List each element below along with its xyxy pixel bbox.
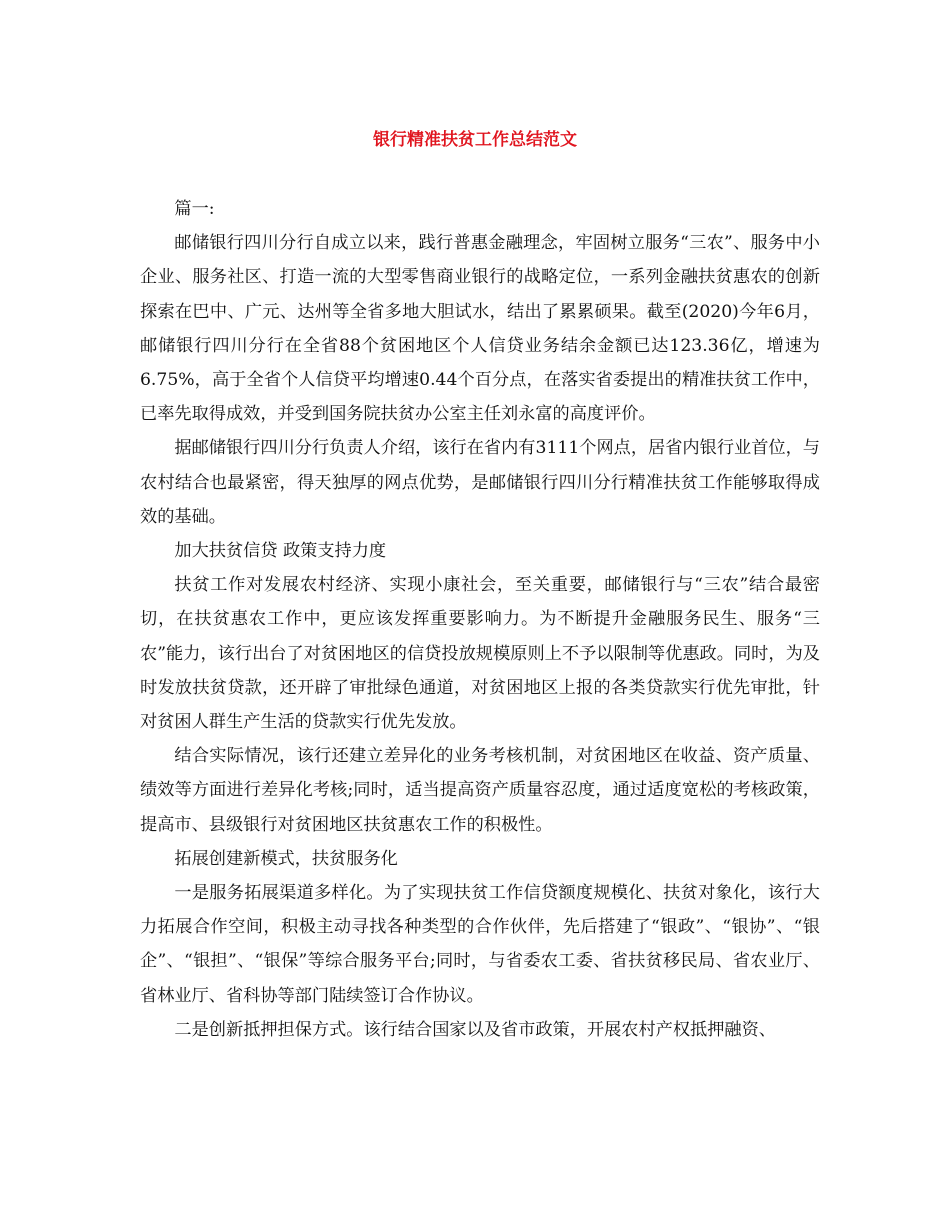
document-body (140, 192, 820, 1047)
document-title: 银行精准扶贫工作总结范文 (373, 130, 577, 150)
paragraph: 结合实际情况，该行还建立差异化的业务考核机制，对贫困地区在收益、资产质量、绩效等方面进行差异化考核;同时，适当提高资产质量容忍度，通过适度宽松的考核政策，提高市、县级银行对贫困地区扶贫惠农工作的积极性。 (140, 746, 820, 835)
paragraph: 篇一: (174, 199, 215, 219)
paragraph: 二是创新抵押担保方式。该行结合国家以及省市政策，开展农村产权抵押融资、 (174, 1019, 776, 1040)
paragraph: 扶贫工作对发展农村经济、实现小康社会，至关重要，邮储银行与“三农”结合最密切，在扶贫惠农工作中，更应该发挥重要影响力。为不断提升金融服务民生、服务“三农”能力，该行出台了对贫困地区的信贷投放规模原则上不予以限制等优惠政。同时，为及时发放扶贫贷款，还开辟了审批绿色通道，对贫困地区上报的各类贷款实行优先审批，针对贫困人群生产生活的贷款实行优先发放。 (140, 575, 820, 733)
section-heading: 加大扶贫信贷 政策支持力度 (174, 541, 387, 562)
paragraph: 邮储银行四川分行自成立以来，践行普惠金融理念，牢固树立服务“三农”、服务中小企业、服务社区、打造一流的大型零售商业银行的战略定位，一系列金融扶贫惠农的创新探索在巴中、广元、达州等全省多地大胆试水，结出了累累硕果。截至(2020)今年6月，邮储银行四川分行在全省88个贫困地区个人信贷业务结余金额已达123.36亿，增速为6.75%，高于全省个人信贷平均增速0.44个百分点，在落实省委提出的精准扶贫工作中，已率先取得成效，并受到国务院扶贫办公室主任刘永富的高度评价。 (140, 233, 820, 425)
paragraph: 一是服务拓展渠道多样化。为了实现扶贫工作信贷额度规模化、扶贫对象化，该行大力拓展合作空间，积极主动寻找各种类型的合作伙伴，先后搭建了“银政”、“银协”、“银企”、“银担”、“银保”等综合服务平台;同时，与省委农工委、省扶贫移民局、省农业厅、省林业厅、省科协等部门陆续签订合作协议。 (140, 883, 820, 1006)
paragraph: 据邮储银行四川分行负责人介绍，该行在省内有3111个网点，居省内银行业首位，与农村结合也最紧密，得天独厚的网点优势，是邮储银行四川分行精准扶贫工作能够取得成效的基础。 (140, 438, 820, 527)
section-heading: 拓展创建新模式，扶贫服务化 (174, 848, 398, 869)
